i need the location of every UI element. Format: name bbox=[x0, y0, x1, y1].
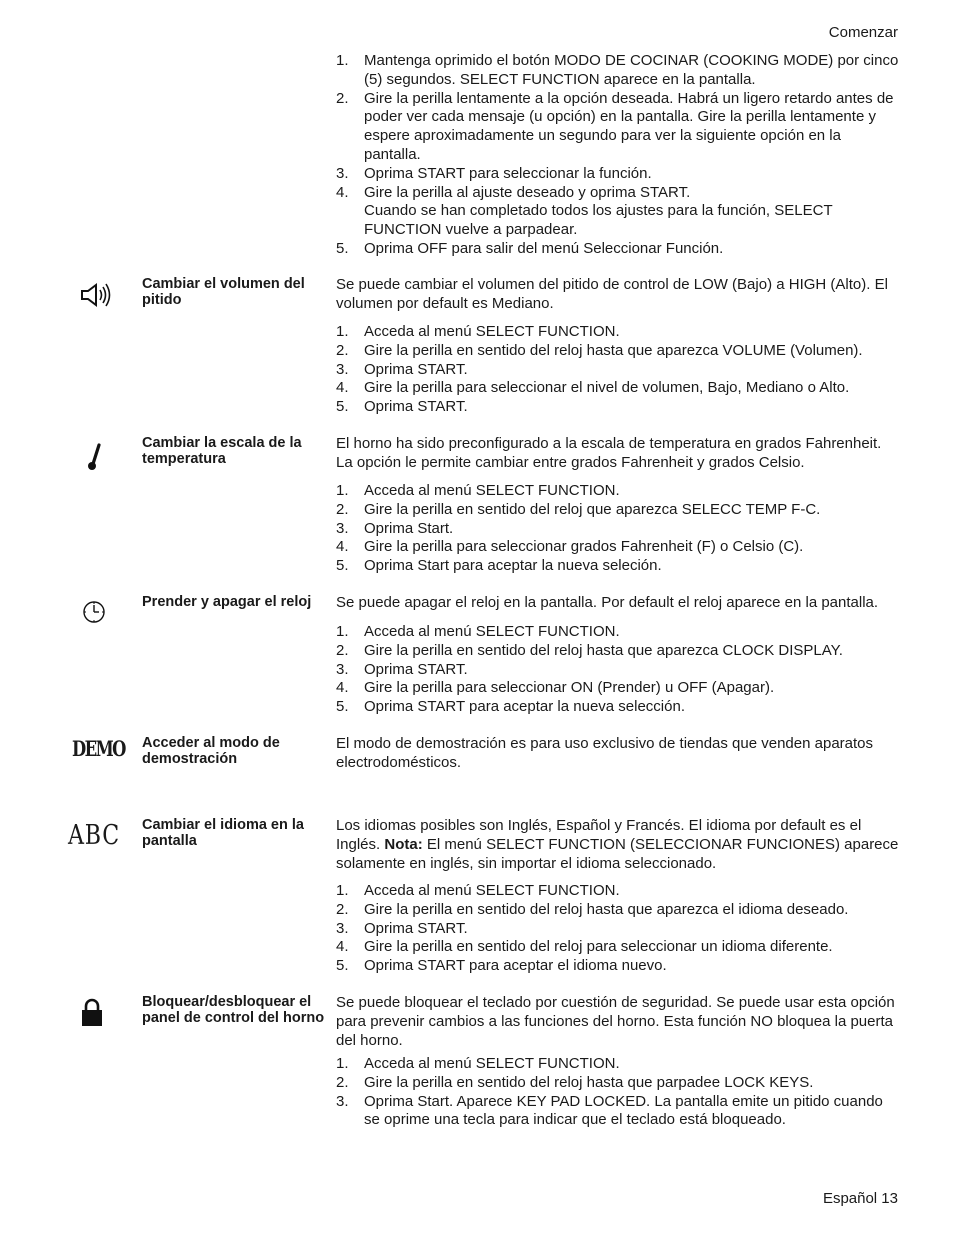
abc-icon: ABC bbox=[68, 820, 121, 851]
section-title-clock: Prender y apagar el reloj bbox=[142, 594, 312, 610]
list-item: 2. Gire la perilla en sentido del reloj hasta que aparezca VOLUME (Volumen). bbox=[336, 341, 863, 359]
list-item: 1. Acceda al menú SELECT FUNCTION. bbox=[336, 1055, 620, 1072]
list-item: 2. Gire la perilla en sentido del reloj que aparezca SELECC TEMP F-C. bbox=[336, 500, 821, 518]
lock-icon bbox=[80, 998, 104, 1028]
list-item: 2. Gire la perilla en sentido del reloj hasta que aparezca el idioma deseado. bbox=[336, 900, 849, 918]
clock-icon bbox=[82, 600, 106, 624]
section-header: Comenzar bbox=[828, 24, 898, 41]
lock-description: Se puede bloquear el teclado por cuestión de seguridad. Se puede usar esta opción para prevenir cambios a las funciones del horno. Esta función NO bloquea la puerta del horno. bbox=[336, 994, 895, 1049]
list-item: 3. Oprima START. bbox=[336, 360, 468, 378]
temperature-description: El horno ha sido preconfigurado a la escala de temperatura en grados Fahrenheit. La opción le permite cambiar entre grados Fahrenheit y grados Celsio. bbox=[336, 435, 882, 471]
clock-steps bbox=[336, 623, 901, 717]
list-item: 2. Gire la perilla en sentido del reloj hasta que aparezca CLOCK DISPLAY. bbox=[336, 641, 843, 659]
list-item: 2. Gire la perilla lentamente a la opción deseada. Habrá un ligero retardo antes de poder ver cada mensaje (u opción) en la pantalla. Gire la perilla lentamente y espere aproximadamente un segundo para ver la siguiente opción en la pantalla. bbox=[336, 89, 894, 163]
list-item: 5. Oprima Start para aceptar la nueva seleción. bbox=[336, 557, 662, 575]
step-note: Cuando se han completado todos los ajustes para la función, SELECT FUNCTION vuelve a parpadear. bbox=[364, 202, 833, 239]
section-title-language: Cambiar el idioma en la pantalla bbox=[142, 817, 304, 849]
thermometer-icon bbox=[86, 442, 106, 472]
list-item: 1. Acceda al menú SELECT FUNCTION. bbox=[336, 482, 620, 499]
list-item: 5. Oprima START. bbox=[336, 398, 468, 416]
section-title-temperature: Cambiar la escala de la temperatura bbox=[142, 435, 302, 467]
language-description: Los idiomas posibles son Inglés, Español y Francés. El idioma por default es el Inglés. Nota: El menú SELECT FUNCTION (SELECCIONAR FUNCIONES) aparece solamente en inglés, sin importar el idioma seleccionado. bbox=[336, 817, 899, 872]
demo-icon: DEMO bbox=[72, 736, 125, 761]
page-number: Español 13 bbox=[822, 1190, 898, 1207]
list-item: 4. Gire la perilla para seleccionar ON (Prender) u OFF (Apagar). bbox=[336, 679, 775, 697]
language-steps bbox=[336, 882, 901, 976]
list-item: 2. Gire la perilla en sentido del reloj hasta que parpadee LOCK KEYS. bbox=[336, 1073, 814, 1091]
list-item: 1. Acceda al menú SELECT FUNCTION. bbox=[336, 323, 620, 340]
list-item: 3. Oprima Start. Aparece KEY PAD LOCKED. La pantalla emite un pitido cuando se oprime una tecla para indicar que el teclado está bloqueado. bbox=[336, 1092, 883, 1129]
list-item: 3. Oprima START. bbox=[336, 660, 468, 678]
temperature-steps bbox=[336, 482, 901, 576]
lock-steps bbox=[336, 1055, 901, 1130]
intro-steps bbox=[336, 52, 901, 259]
list-item: 4. Gire la perilla para seleccionar el nivel de volumen, Bajo, Mediano o Alto. bbox=[336, 379, 850, 397]
volume-steps bbox=[336, 323, 901, 417]
list-item: 1. Mantenga oprimido el botón MODO DE COCINAR (COOKING MODE) por cinco (5) segundos. SELECT FUNCTION aparece en la pantalla. bbox=[336, 52, 899, 88]
list-item: 3. Oprima START para seleccionar la función. bbox=[336, 164, 652, 182]
section-title-lock: Bloquear/desbloquear el panel de control del horno bbox=[142, 994, 325, 1026]
note-label: Nota: bbox=[384, 835, 423, 853]
list-item: 3. Oprima START. bbox=[336, 919, 468, 937]
list-item: 4. Gire la perilla en sentido del reloj para seleccionar un idioma diferente. bbox=[336, 938, 833, 956]
list-item: 5. Oprima START para aceptar la nueva selección. bbox=[336, 698, 685, 716]
list-item: 5. Oprima START para aceptar el idioma nuevo. bbox=[336, 957, 667, 975]
list-item: 3. Oprima Start. bbox=[336, 519, 454, 537]
list-item: 5. Oprima OFF para salir del menú Seleccionar Función. bbox=[336, 239, 724, 257]
section-title-demo: Acceder al modo de demostración bbox=[142, 735, 280, 767]
section-title-volume: Cambiar el volumen del pitido bbox=[142, 276, 305, 308]
list-item: 4. Gire la perilla para seleccionar grados Fahrenheit (F) o Celsio (C). bbox=[336, 538, 804, 556]
demo-description: El modo de demostración es para uso exclusivo de tiendas que venden aparatos electrodomésticos. bbox=[336, 735, 874, 771]
list-item: 1. Acceda al menú SELECT FUNCTION. bbox=[336, 882, 620, 899]
volume-description: Se puede cambiar el volumen del pitido de control de LOW (Bajo) a HIGH (Alto). El volumen por default es Mediano. bbox=[336, 276, 888, 312]
list-item: 4. Gire la perilla al ajuste deseado y oprima START. Cuando se han completado todos los ajustes para la función, SELECT FUNCTION vuelve a parpadear. bbox=[336, 183, 833, 239]
list-item: 1. Acceda al menú SELECT FUNCTION. bbox=[336, 623, 620, 640]
clock-description: Se puede apagar el reloj en la pantalla. Por default el reloj aparece en la pantalla. bbox=[336, 594, 879, 611]
speaker-icon bbox=[80, 282, 112, 308]
